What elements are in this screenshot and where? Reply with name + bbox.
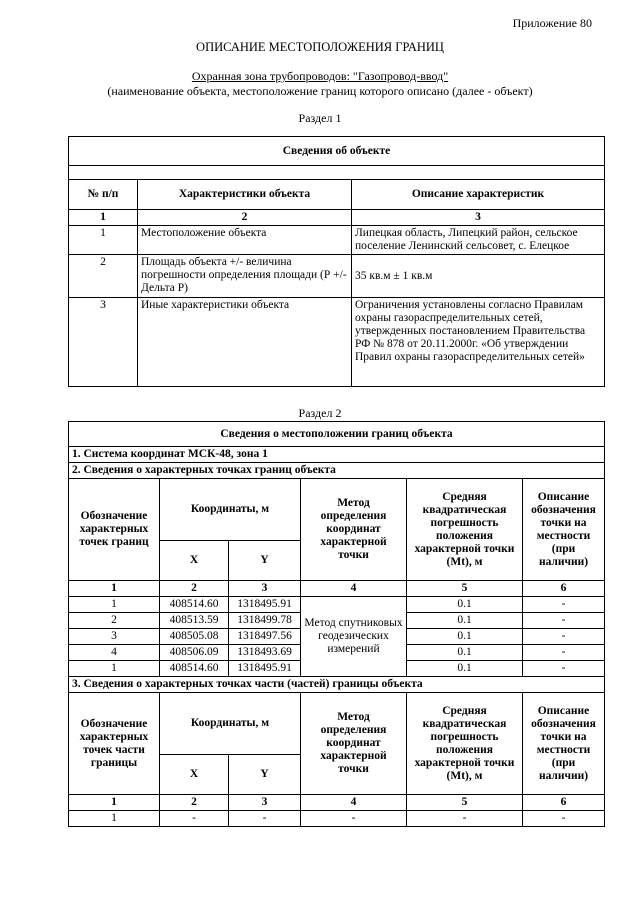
boundary-title: Сведения о местоположении границ объекта (69, 422, 605, 447)
point-description: - (523, 645, 605, 661)
point-accuracy: 0.1 (407, 597, 523, 613)
object-info-table (68, 136, 605, 387)
h-part-y: Y (229, 755, 301, 795)
object-name: Охранная зона трубопроводов: "Газопровод-ввод" (191, 69, 449, 83)
point-y: 1318495.91 (229, 661, 301, 677)
row-number: 2 (69, 255, 138, 298)
col-number: 3 (352, 210, 605, 226)
point-accuracy: 0.1 (407, 629, 523, 645)
h-part-description: Описание обозначения точки на местности (при наличии) (523, 693, 605, 795)
spacer-row (69, 166, 605, 180)
parts-section-title: 3. Сведения о характерных точках части (частей) границы объекта (69, 677, 605, 693)
part-point-x: - (160, 811, 229, 827)
row-number: 3 (69, 298, 138, 387)
col-number: 2 (160, 795, 229, 811)
point-number: 3 (69, 629, 160, 645)
h-part-designation: Обозначение характерных точек части границы (69, 693, 160, 795)
h-point-description: Описание обозначения точки на местности (при наличии) (523, 479, 605, 581)
h-part-coordinates: Координаты, м (160, 693, 301, 755)
boundary-table (68, 421, 605, 827)
col-number: 4 (301, 581, 407, 597)
point-x: 408505.08 (160, 629, 229, 645)
col-header-characteristic: Характеристики объекта (138, 180, 352, 210)
object-caption: (наименование объекта, местоположение границ которого описано (далее - объект) (107, 84, 533, 98)
h-accuracy: Средняя квадратическая погрешность положения характерной точки (Mt), м (407, 479, 523, 581)
row-number: 1 (69, 226, 138, 255)
section2-label: Раздел 2 (298, 406, 342, 420)
h-part-x: X (160, 755, 229, 795)
col-number: 5 (407, 795, 523, 811)
h-y: Y (229, 541, 301, 581)
row-characteristic: Иные характеристики объекта (138, 298, 352, 387)
row-description: Ограничения установлены согласно Правилам охраны газораспределительных сетей, утвержденных постановлением Правительства РФ № 878 от 20.11.2000г. «Об утверждении Правил охраны газораспределительных сетей» (352, 298, 605, 387)
point-x: 408514.60 (160, 661, 229, 677)
part-point-y: - (229, 811, 301, 827)
section1-label: Раздел 1 (298, 111, 342, 125)
page-title: ОПИСАНИЕ МЕСТОПОЛОЖЕНИЯ ГРАНИЦ (196, 40, 444, 54)
point-x: 408513.59 (160, 613, 229, 629)
point-x: 408514.60 (160, 597, 229, 613)
row-description: Липецкая область, Липецкий район, сельское поселение Ленинский сельсовет, с. Елецкое (352, 226, 605, 255)
table-row (69, 811, 605, 827)
object-info-title: Сведения об объекте (69, 137, 605, 166)
coordinate-system: 1. Система координат МСК-48, зона 1 (69, 447, 605, 463)
col-number: 6 (523, 795, 605, 811)
h-x: X (160, 541, 229, 581)
point-description: - (523, 597, 605, 613)
col-number: 2 (160, 581, 229, 597)
point-y: 1318497.56 (229, 629, 301, 645)
point-number: 1 (69, 597, 160, 613)
row-description: 35 кв.м ± 1 кв.м (352, 255, 605, 298)
col-number: 1 (69, 581, 160, 597)
point-x: 408506.09 (160, 645, 229, 661)
col-number: 5 (407, 581, 523, 597)
point-accuracy: 0.1 (407, 661, 523, 677)
part-point-description: - (523, 811, 605, 827)
part-point-accuracy: - (407, 811, 523, 827)
h-coordinates: Координаты, м (160, 479, 301, 541)
part-point-number: 1 (69, 811, 160, 827)
row-characteristic: Местоположение объекта (138, 226, 352, 255)
col-header-description: Описание характеристик (352, 180, 605, 210)
h-designation: Обозначение характерных точек границ (69, 479, 160, 581)
point-description: - (523, 613, 605, 629)
point-number: 1 (69, 661, 160, 677)
col-number: 6 (523, 581, 605, 597)
col-number: 1 (69, 210, 138, 226)
h-part-accuracy: Средняя квадратическая погрешность положения характерной точки (Mt), м (407, 693, 523, 795)
h-part-method: Метод определения координат характерной точки (301, 693, 407, 795)
col-number: 3 (229, 795, 301, 811)
col-number: 3 (229, 581, 301, 597)
points-section-title: 2. Сведения о характерных точках границ объекта (69, 463, 605, 479)
point-method: Метод спутниковых геодезических измерений (301, 597, 407, 677)
part-point-method: - (301, 811, 407, 827)
appendix-label: Приложение 80 (512, 16, 592, 30)
point-description: - (523, 661, 605, 677)
point-number: 4 (69, 645, 160, 661)
point-accuracy: 0.1 (407, 645, 523, 661)
point-accuracy: 0.1 (407, 613, 523, 629)
col-header-number: № п/п (69, 180, 138, 210)
col-number: 2 (138, 210, 352, 226)
col-number: 4 (301, 795, 407, 811)
table-row (69, 597, 605, 613)
point-y: 1318495.91 (229, 597, 301, 613)
point-description: - (523, 629, 605, 645)
col-number: 1 (69, 795, 160, 811)
point-number: 2 (69, 613, 160, 629)
row-characteristic: Площадь объекта +/- величина погрешности определения площади (Р +/- Дельта Р) (138, 255, 352, 298)
point-y: 1318493.69 (229, 645, 301, 661)
point-y: 1318499.78 (229, 613, 301, 629)
h-method: Метод определения координат характерной точки (301, 479, 407, 581)
